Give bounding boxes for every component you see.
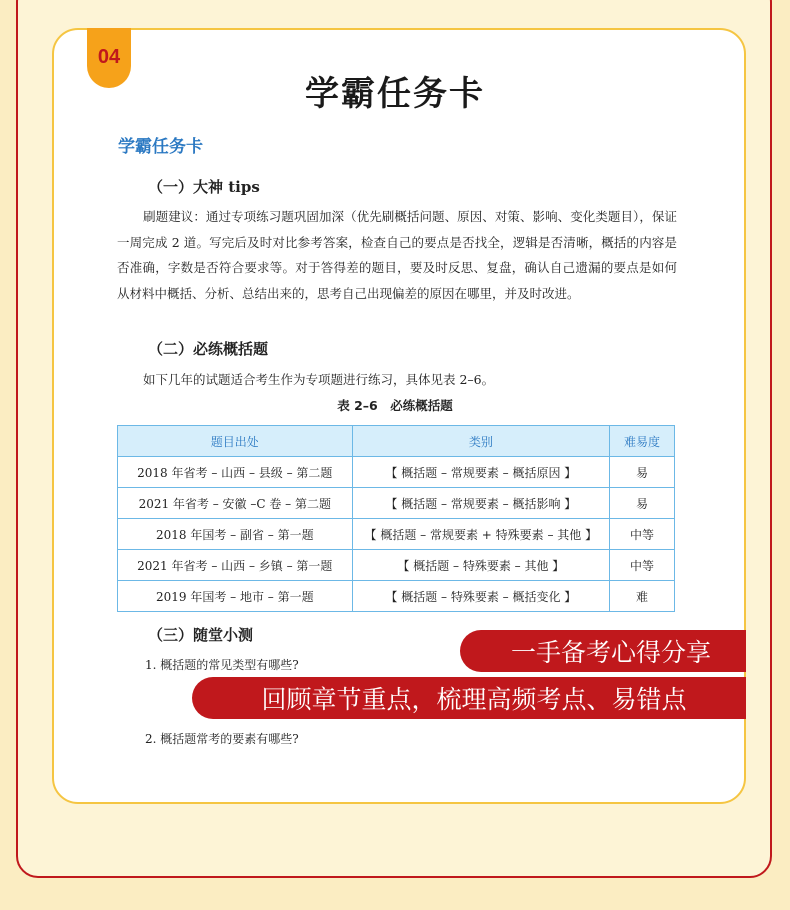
cell-source: 2021 年省考 – 山西 – 乡镇 – 第一题 [118,550,353,581]
tips-heading: （一）大神 tips [148,178,260,196]
column-header-difficulty: 难易度 [610,426,675,457]
table-row [118,488,675,519]
cell-category: 【 概括题 – 常规要素 – 概括影响 】 [352,488,610,519]
cell-difficulty: 中等 [610,519,675,550]
cell-difficulty: 易 [610,457,675,488]
table-header-row [118,426,675,457]
table-row [118,581,675,612]
cell-source: 2018 年省考 – 山西 – 县级 – 第二题 [118,457,353,488]
promo-banner-share: 一手备考心得分享 [460,630,746,672]
cell-category: 【 概括题 – 常规要素 + 特殊要素 – 其他 】 [352,519,610,550]
table-row [118,457,675,488]
quiz-question-2: 2. 概括题常考的要素有哪些? [145,732,299,746]
promo-banner-review: 回顾章节重点，梳理高频考点、易错点 [192,677,746,719]
cell-category: 【 概括题 – 特殊要素 – 概括变化 】 [352,581,610,612]
quiz-heading: （三）随堂小测 [148,626,254,644]
practice-intro [117,367,677,393]
cell-source: 2021 年省考 – 安徽 –C 卷 – 第二题 [118,488,353,519]
tips-body [117,204,677,306]
table-row [118,519,675,550]
table-row [118,550,675,581]
cell-source: 2019 年国考 – 地市 – 第一题 [118,581,353,612]
tips-body-text: 刷题建议：通过专项练习题巩固加深（优先刷概括问题、原因、对策、影响、变化类题目），保证一周完成 2 道。写完后及时对比参考答案，检查自己的要点是否找全，逻辑是否清晰，概括的内容是否准确，字数是否符合要求等。对于答得差的题目，要及时反思、复盘，确认自己遗漏的要点是如何从材料中概括、分析、总结出来的，思考自己出现偏差的原因在哪里，并及时改进。 [117,209,677,301]
cell-difficulty: 易 [610,488,675,519]
cell-source: 2018 年国考 – 副省 – 第一题 [118,519,353,550]
cell-category: 【 概括题 – 特殊要素 – 其他 】 [352,550,610,581]
card-title: 学霸任务卡 [305,74,485,114]
column-header-category: 类别 [352,426,610,457]
cell-difficulty: 中等 [610,550,675,581]
cell-category: 【 概括题 – 常规要素 – 概括原因 】 [352,457,610,488]
page-number-badge: 04 [87,28,131,88]
practice-heading: （二）必练概括题 [148,340,269,358]
table-caption: 表 2–6 必练概括题 [337,398,453,413]
practice-intro-text: 如下几年的试题适合考生作为专项题进行练习，具体见表 2–6。 [143,372,495,387]
quiz-question-1: 1. 概括题的常见类型有哪些? [145,658,299,672]
column-header-source: 题目出处 [118,426,353,457]
practice-table [117,425,675,612]
section-heading: 学霸任务卡 [118,137,203,157]
cell-difficulty: 难 [610,581,675,612]
